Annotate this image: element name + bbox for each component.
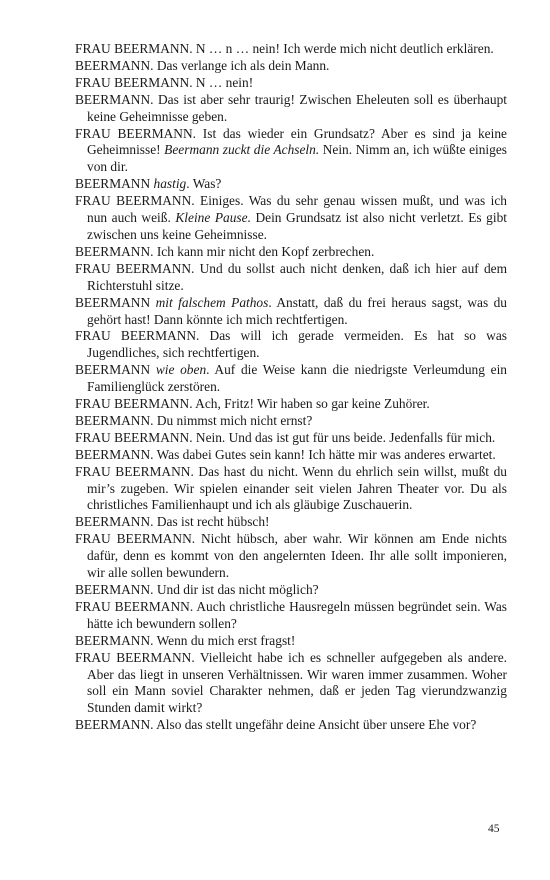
dialogue-text: BEERMANN. Du nimmst mich nicht ernst? bbox=[75, 412, 313, 428]
dialogue-line bbox=[75, 430, 507, 447]
dialogue-line bbox=[75, 531, 507, 582]
dialogue-line bbox=[75, 126, 507, 177]
dialogue-line bbox=[75, 193, 507, 244]
dialogue-text: BEERMANN. Wenn du mich erst fragst! bbox=[75, 632, 296, 648]
dialogue-line bbox=[75, 514, 507, 531]
dialogue-text: FRAU BEERMANN. Nein. Und das ist gut für uns beide. Jedenfalls für mich. bbox=[75, 429, 496, 445]
dialogue-text: FRAU BEERMANN. Ach, Fritz! Wir haben so gar keine Zuhörer. bbox=[75, 396, 430, 412]
dialogue-line bbox=[75, 396, 507, 413]
dialogue-text: FRAU BEERMANN. Vielleicht habe ich es schneller aufgegeben als andere. Aber das liegt in unseren Verhältnissen. Wir waren immer zusammen. Woher soll ein Mann soviel Charakter nehmen, daß er jeden Tag vierundzwanzig Stunden damit wirkt? bbox=[75, 649, 507, 716]
dialogue-text: FRAU BEERMANN. N … nein! bbox=[75, 74, 254, 90]
dialogue-line bbox=[75, 295, 507, 329]
dialogue-text: FRAU BEERMANN. Nicht hübsch, aber wahr. Wir können am Ende nichts dafür, denn es kommt von den angelernten Ideen. Ihr alle sollt imponieren, wir alle sollen bewundern. bbox=[75, 531, 507, 581]
dialogue-line bbox=[75, 464, 507, 515]
dialogue-line bbox=[75, 582, 507, 599]
dialogue-text: . Auf die Weise kann die niedrigste Verleumdung ein Familienglück zerstören. bbox=[87, 362, 507, 395]
dialogue-text: FRAU BEERMANN. N … n … nein! Ich werde mich nicht deutlich erklären. bbox=[75, 41, 494, 56]
dialogue-text: BEERMANN. Das ist recht hübsch! bbox=[75, 514, 270, 530]
dialogue-text: FRAU BEERMANN. Ist das wieder ein Grundsatz? Aber es sind ja keine Geheimnisse! bbox=[75, 125, 507, 158]
dialogue-line bbox=[75, 447, 507, 464]
dialogue-line bbox=[75, 650, 507, 718]
dialogue-text: BEERMANN. Was dabei Gutes sein kann! Ich hätte mir was anderes erwartet. bbox=[75, 446, 496, 462]
dialogue-text: . Was? bbox=[186, 176, 222, 192]
dialogue-line bbox=[75, 261, 507, 295]
dialogue-line bbox=[75, 92, 507, 126]
dialogue-line bbox=[75, 58, 507, 75]
stage-direction: hastig bbox=[153, 176, 187, 192]
dialogue-line bbox=[75, 328, 507, 362]
dialogue-text: Nein. Nimm an, ich wüßte einiges von dir. bbox=[87, 142, 507, 175]
dialogue-text: FRAU BEERMANN. Einiges. Was du sehr genau wissen mußt, und was ich nun auch weiß. bbox=[75, 193, 507, 226]
dialogue-text: FRAU BEERMANN. Das hast du nicht. Wenn du ehrlich sein willst, mußt du mir’s zugeben. Wir spielen einander seit vielen Jahren Theater vor. Du als christliches Familienhaupt und ich als gläubige Zuschauerin. bbox=[75, 463, 507, 513]
dialogue-text: FRAU BEERMANN. Auch christliche Hausregeln müssen begründet sein. Was hätte ich bewundern sollen? bbox=[75, 598, 507, 631]
dialogue-text: BEERMANN bbox=[75, 294, 156, 310]
dialogue-text: BEERMANN bbox=[75, 176, 154, 192]
dialogue-line bbox=[75, 75, 507, 92]
dialogue-text: FRAU BEERMANN. Und du sollst auch nicht denken, daß ich hier auf dem Richterstuhl sitze. bbox=[75, 260, 507, 293]
book-page-text bbox=[75, 41, 507, 734]
dialogue-line bbox=[75, 244, 507, 261]
dialogue-text: BEERMANN bbox=[75, 362, 156, 378]
dialogue-line bbox=[75, 413, 507, 430]
dialogue-line bbox=[75, 176, 507, 193]
dialogue-text: BEERMANN. Und dir ist das nicht möglich? bbox=[75, 582, 319, 597]
dialogue-text: Dein Grundsatz ist also nicht verletzt. Es gibt zwischen uns keine Geheimnisse. bbox=[87, 210, 508, 242]
dialogue-line bbox=[75, 362, 507, 396]
dialogue-text: FRAU BEERMANN. Das will ich gerade vermeiden. Es hat so was Jugendliches, sich rechtfertigen. bbox=[75, 328, 507, 361]
dialogue-text: BEERMANN. Das ist aber sehr traurig! Zwischen Eheleuten soll es überhaupt keine Geheimnisse geben. bbox=[75, 91, 507, 124]
dialogue-line bbox=[75, 633, 507, 650]
dialogue-line bbox=[75, 41, 507, 58]
page-number: 45 bbox=[488, 823, 500, 835]
dialogue-text: BEERMANN. Also das stellt ungefähr deine Ansicht über unsere Ehe vor? bbox=[75, 717, 477, 733]
stage-direction: Kleine Pause. bbox=[175, 210, 251, 226]
dialogue-text: BEERMANN. Ich kann mir nicht den Kopf zerbrechen. bbox=[75, 243, 375, 259]
dialogue-text: BEERMANN. Das verlange ich als dein Mann. bbox=[75, 57, 330, 73]
dialogue-line bbox=[75, 599, 507, 633]
dialogue-line bbox=[75, 717, 507, 734]
stage-direction: mit falschem Pathos bbox=[155, 294, 269, 310]
stage-direction: Beermann zuckt die Achseln. bbox=[164, 142, 320, 158]
stage-direction: wie oben bbox=[155, 362, 207, 378]
dialogue-text: . Anstatt, daß du frei heraus sagst, was du gehört hast! Dann könnte ich mich rechtfertigen. bbox=[87, 294, 507, 327]
